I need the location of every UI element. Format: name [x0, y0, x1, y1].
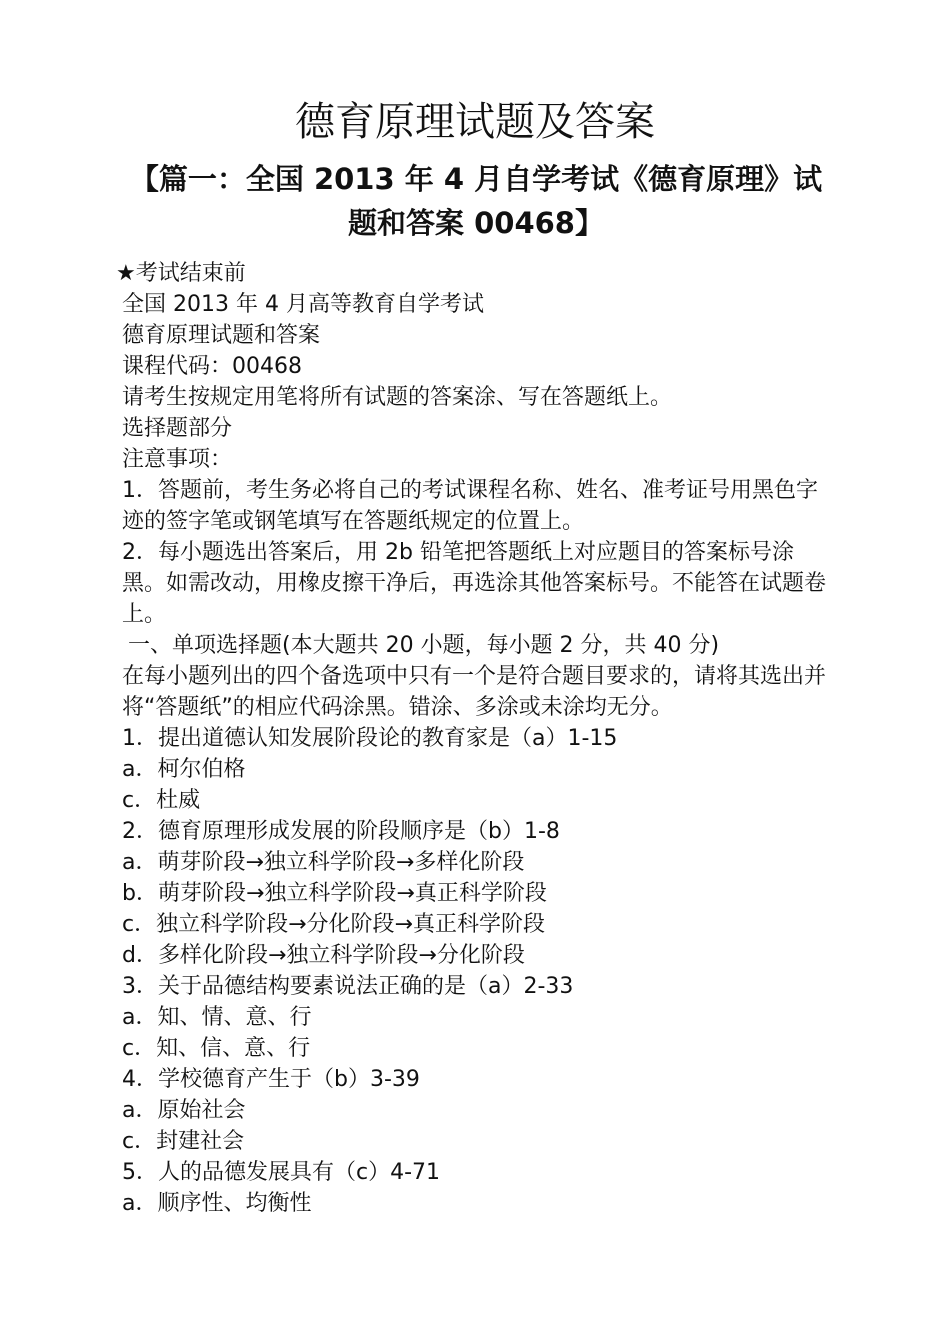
question-item: 1．提出道德认知发展阶段论的教育家是（a）1-15 — [122, 726, 618, 751]
instruction-line: 请考生按规定用笔将所有试题的答案涂、写在答题纸上。 — [122, 385, 673, 410]
answer-option: a．柯尔伯格 — [122, 757, 246, 782]
note-item: 2．每小题选出答案后，用 2b 铅笔把答题纸上对应题目的答案标号涂黑。如需改动，用橡皮擦干净后，再选涂其他答案标号。不能答在试题卷上。 — [122, 540, 827, 627]
exam-subject-line: 德育原理试题和答案 — [122, 323, 321, 348]
answer-option: c．独立科学阶段→分化阶段→真正科学阶段 — [122, 912, 545, 937]
document-body — [116, 258, 836, 1219]
course-code-line: 课程代码：00468 — [122, 354, 302, 379]
answer-option: c．封建社会 — [122, 1129, 245, 1154]
document-title: 德育原理试题及答案 — [295, 99, 655, 145]
note-item: 1．答题前，考生务必将自己的考试课程名称、姓名、准考证号用黑色字迹的签字笔或钢笔填写在答题纸规定的位置上。 — [122, 478, 818, 534]
answer-option: a．萌芽阶段→独立科学阶段→多样化阶段 — [122, 850, 525, 875]
exam-status-line: ★考试结束前 — [116, 261, 246, 286]
question-item: 3．关于品德结构要素说法正确的是（a）2-33 — [122, 974, 574, 999]
question-item: 2．德育原理形成发展的阶段顺序是（b）1-8 — [122, 819, 560, 844]
answer-option: a．知、情、意、行 — [122, 1005, 312, 1030]
notes-heading: 注意事项： — [122, 447, 233, 472]
answer-option: c．杜威 — [122, 788, 201, 813]
document-subtitle: 【篇一：全国 2013 年 4 月自学考试《德育原理》试题和答案 00468】 — [129, 162, 823, 240]
question-section-heading: 一、单项选择题(本大题共 20 小题，每小题 2 分，共 40 分) — [128, 633, 720, 658]
section-heading: 选择题部分 — [122, 416, 233, 441]
answer-option: a．原始社会 — [122, 1098, 246, 1123]
answer-option: b．萌芽阶段→独立科学阶段→真正科学阶段 — [122, 881, 547, 906]
answer-option: c．知、信、意、行 — [122, 1036, 311, 1061]
exam-name-line: 全国 2013 年 4 月高等教育自学考试 — [122, 292, 484, 317]
question-item: 4．学校德育产生于（b）3-39 — [122, 1067, 420, 1092]
answer-option: d．多样化阶段→独立科学阶段→分化阶段 — [122, 943, 525, 968]
question-item: 5．人的品德发展具有（c）4-71 — [122, 1160, 441, 1185]
question-section-instructions: 在每小题列出的四个备选项中只有一个是符合题目要求的，请将其选出并将“答题纸”的相应代码涂黑。错涂、多涂或未涂均无分。 — [122, 664, 827, 720]
answer-option: a．顺序性、均衡性 — [122, 1191, 312, 1216]
